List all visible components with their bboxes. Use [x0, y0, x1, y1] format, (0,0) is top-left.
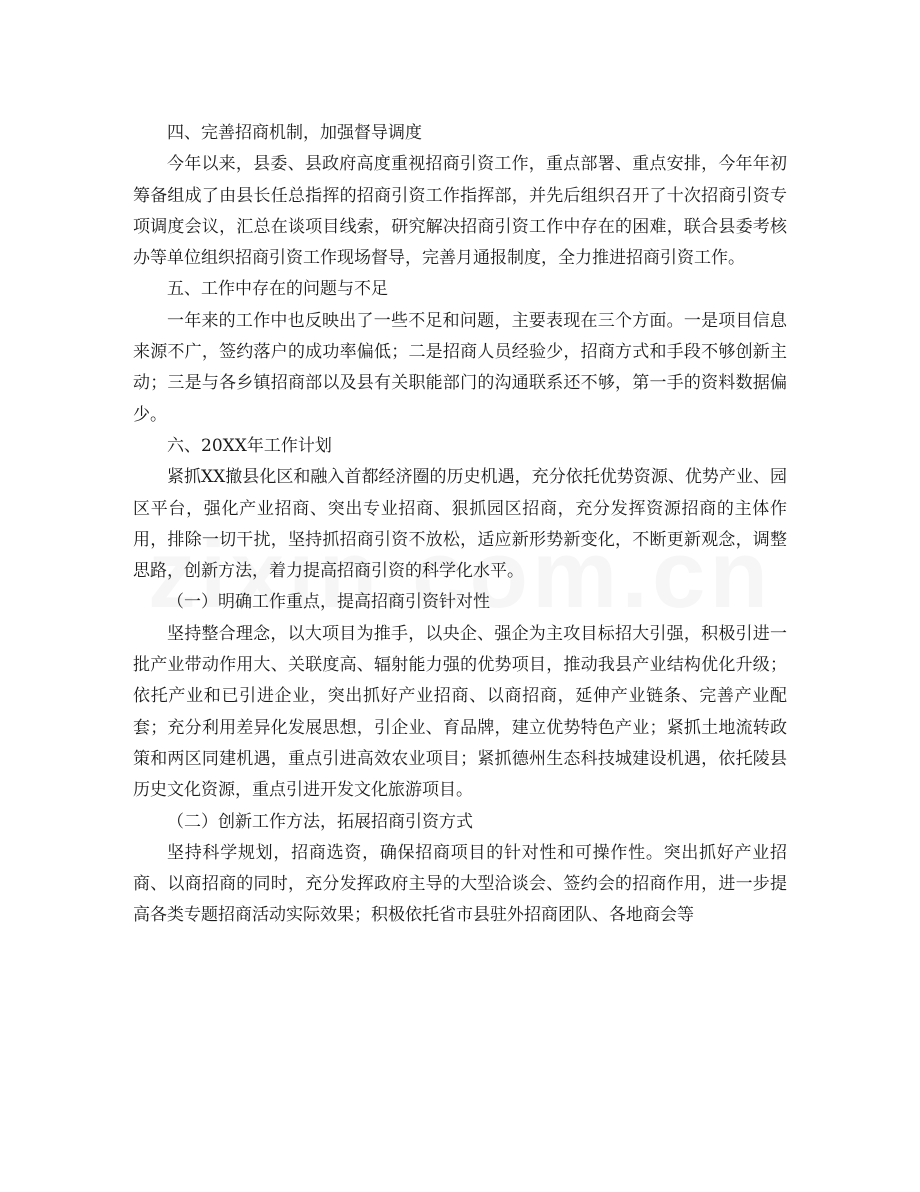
subsection-heading-2: （二）创新工作方法，拓展招商引资方式	[167, 811, 473, 832]
section-heading-6: 六、20XX年工作计划	[167, 435, 332, 456]
body-paragraph: 坚持整合理念，以大项目为推手，以央企、强企为主攻目标招大引强，积极引进一批产业带动作用大、关联度高、辐射能力强的优势项目，推动我县产业结构优化升级；依托产业和已引进企业，突出抓好产业招商、以商招商，延伸产业链条、完善产业配套；充分利用差异化发展思想，引企业、育品牌，建立优势特色产业；紧抓土地流转政策和两区同建机遇，重点引进高效农业项目；紧抓德州生态科技城建设机遇，依托陵县历史文化资源，重点引进开发文化旅游项目。	[133, 623, 787, 801]
section-heading-4: 四、完善招商机制，加强督导调度	[167, 123, 422, 143]
section-heading-5: 五、工作中存在的问题与不足	[167, 279, 388, 300]
body-paragraph: 一年来的工作中也反映出了一些不足和问题，主要表现在三个方面。一是项目信息来源不广，签约落户的成功率偏低；二是招商人员经验少，招商方式和手段不够创新主动；三是与各乡镇招商部以及县有关职能部门的沟通联系还不够，第一手的资料数据偏少。	[133, 310, 787, 425]
body-paragraph: 紧抓XX撤县化区和融入首都经济圈的历史机遇，充分依托优势资源、优势产业、园区平台，强化产业招商、突出专业招商、狠抓园区招商，充分发挥资源招商的主体作用，排除一切干扰，坚持抓招商引资不放松，适应新形势新变化，不断更新观念，调整思路，创新方法，着力提高招商引资的科学化水平。	[133, 467, 787, 582]
subsection-heading-1: （一）明确工作重点，提高招商引资针对性	[167, 592, 490, 613]
body-paragraph: 坚持科学规划，招商选资，确保招商项目的针对性和可操作性。突出抓好产业招商、以商招商的同时，充分发挥政府主导的大型洽谈会、签约会的招商作用，进一步提高各类专题招商活动实际效果；积极依托省市县驻外招商团队、各地商会等	[133, 842, 787, 926]
document-body	[133, 118, 787, 932]
body-paragraph: 今年以来，县委、县政府高度重视招商引资工作，重点部署、重点安排，今年年初筹备组成了由县长任总指挥的招商引资工作指挥部，并先后组织召开了十次招商引资专项调度会议，汇总在谈项目线索，研究解决招商引资工作中存在的困难，联合县委考核办等单位组织招商引资工作现场督导，完善月通报制度，全力推进招商引资工作。	[133, 154, 787, 269]
